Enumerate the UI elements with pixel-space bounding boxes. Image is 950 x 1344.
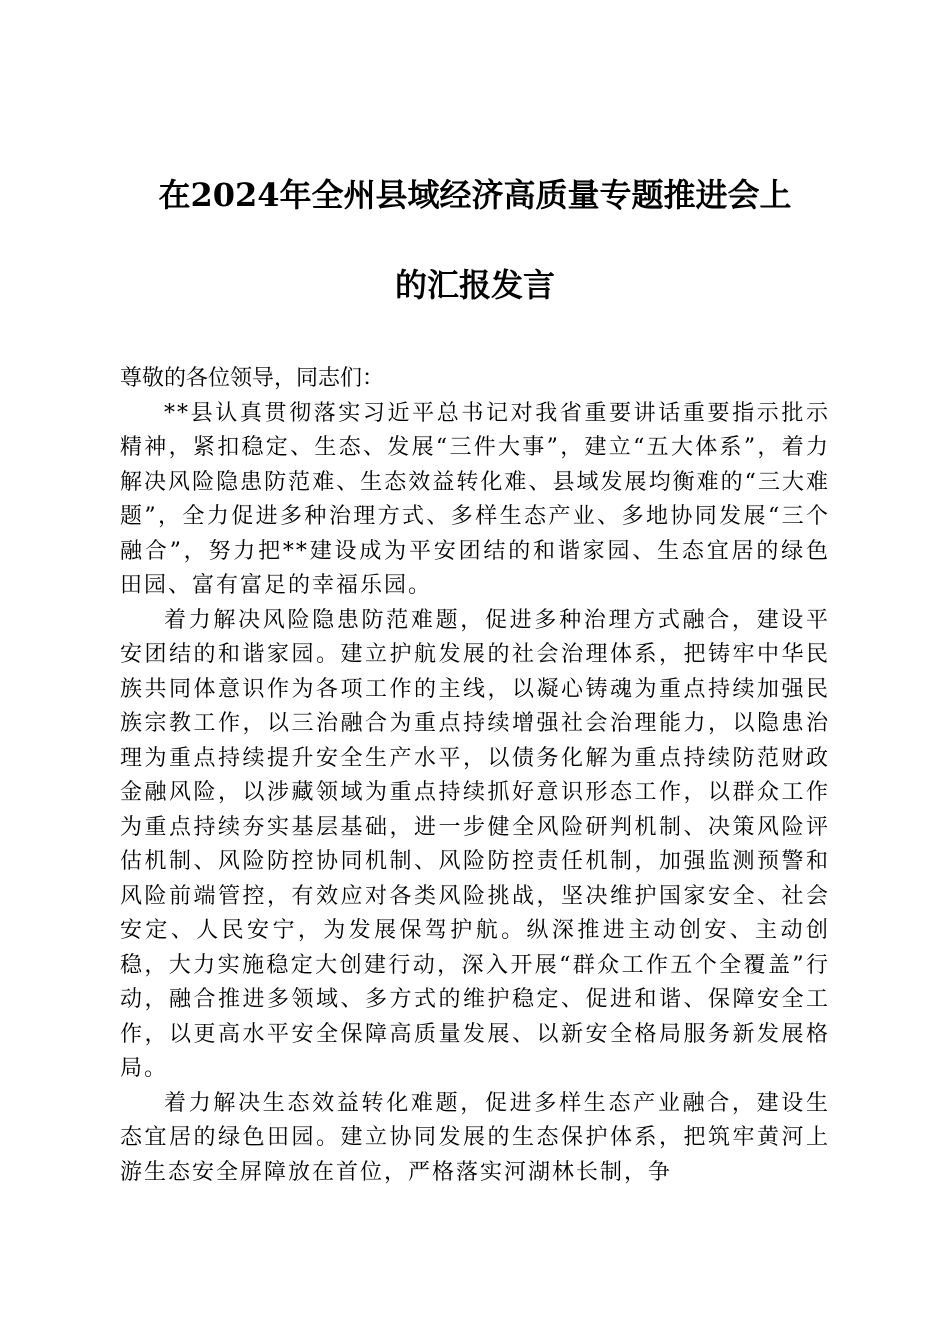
greeting: 尊敬的各位领导，同志们： bbox=[120, 366, 385, 391]
document-body bbox=[120, 362, 830, 1190]
paragraph-intro: **县认真贯彻落实习近平总书记对我省重要讲话重要指示批示精神，紧扣稳定、生态、发展“三件大事”，建立“五大体系”，着力解决风险隐患防范难、生态效益转化难、县域发展均衡难的“三大难题”，全力促进多种治理方式、多样生态产业、多地协同发展“三个融合”，努力把**建设成为平安团结的和谐家园、生态宜居的绿色田园、富有富足的幸福乐园。 bbox=[120, 400, 830, 598]
document-title-line-1: 在2024年全州县域经济高质量专题推进会上 bbox=[158, 176, 792, 214]
document-title-line-2: 的汇报发言 bbox=[394, 266, 555, 304]
paragraph-risk-prevention: 着力解决风险隐患防范难题，促进多种治理方式融合，建设平安团结的和谐家园。建立护航发展的社会治理体系，把铸牢中华民族共同体意识作为各项工作的主线，以凝心铸魂为重点持续加强民族宗教工作，以三治融合为重点持续增强社会治理能力，以隐患治理为重点持续提升安全生产水平，以债务化解为重点持续防范财政金融风险，以涉藏领域为重点持续抓好意识形态工作，以群众工作为重点持续夯实基层基础，进一步健全风险研判机制、决策风险评估机制、风险防控协同机制、风险防控责任机制，加强监测预警和风险前端管控，有效应对各类风险挑战，坚决维护国家安全、社会安定、人民安宁，为发展保驾护航。纵深推进主动创安、主动创稳，大力实施稳定大创建行动，深入开展“群众工作五个全覆盖”行动，融合推进多领域、多方式的维护稳定、促进和谐、保障安全工作，以更高水平安全保障高质量发展、以新安全格局服务新发展格局。 bbox=[120, 607, 830, 1081]
paragraph-ecology: 着力解决生态效益转化难题，促进多样生态产业融合，建设生态宜居的绿色田园。建立协同发展的生态保护体系，把筑牢黄河上游生态安全屏障放在首位，严格落实河湖林长制，争 bbox=[120, 1090, 830, 1185]
